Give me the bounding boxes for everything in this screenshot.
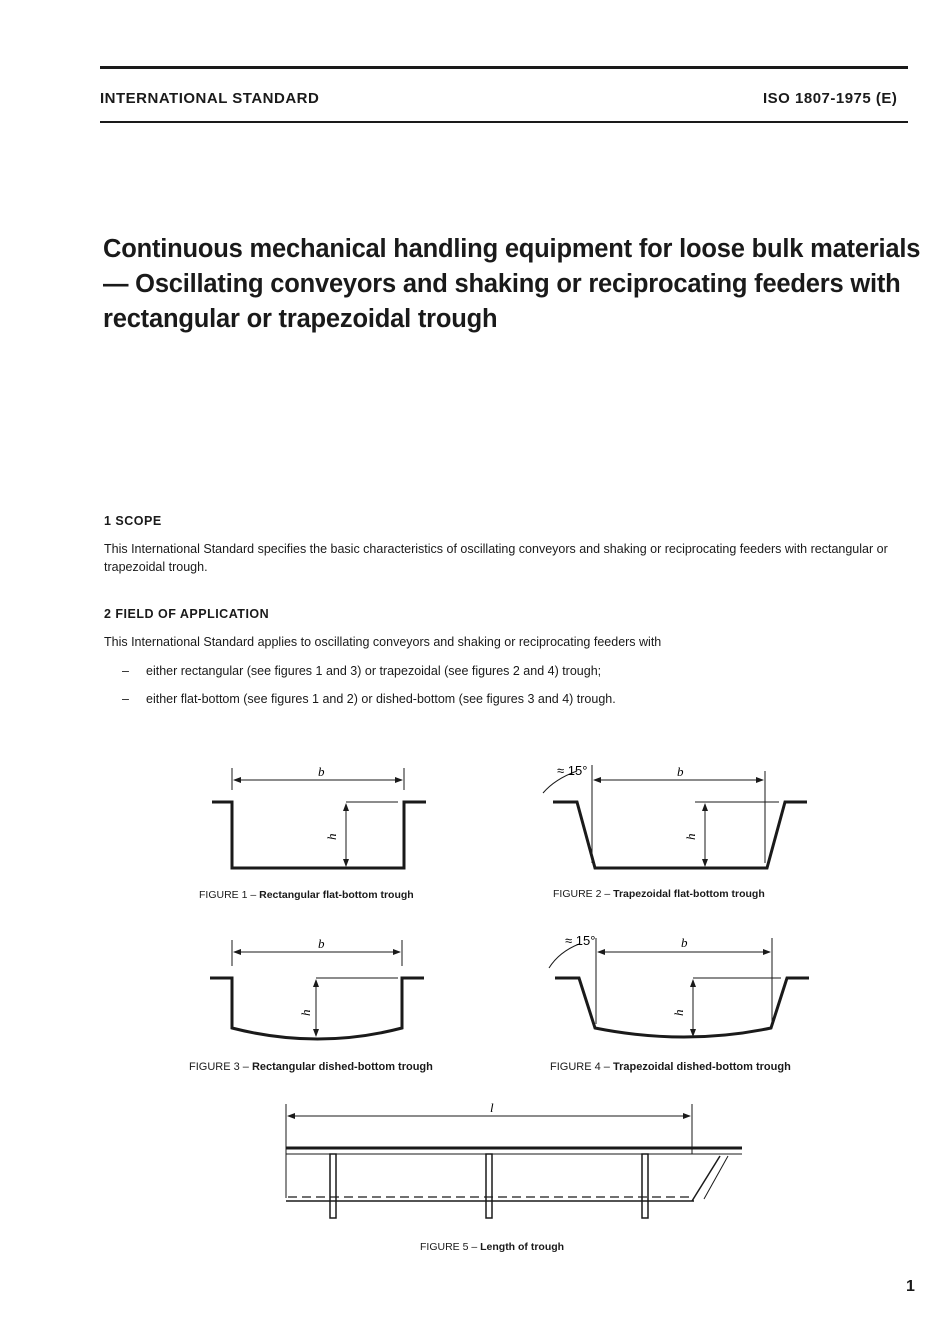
- dimension-label-h: h: [683, 833, 698, 840]
- dimension-label-b: b: [318, 936, 325, 951]
- dimension-label-h: h: [671, 1009, 686, 1016]
- figure-4-drawing: [535, 922, 815, 1047]
- caption-number: FIGURE 4 –: [550, 1061, 613, 1073]
- dimension-label-l: l: [490, 1100, 494, 1115]
- list-dash: –: [122, 692, 129, 706]
- caption-number: FIGURE 2 –: [553, 888, 614, 900]
- list-item-text: either rectangular (see figures 1 and 3) or trapezoidal (see figures 2 and 4) trough;: [146, 664, 602, 678]
- caption-title: Trapezoidal dished-bottom trough: [612, 1061, 791, 1073]
- document-type: INTERNATIONAL STANDARD: [100, 90, 320, 107]
- list-item-text: either flat-bottom (see figures 1 and 2) or dished-bottom (see figures 3 and 4) trough.: [146, 692, 616, 706]
- caption-title: Length of trough: [480, 1241, 565, 1253]
- header-bottom-rule: [100, 121, 908, 123]
- figure-1-drawing: [200, 760, 440, 880]
- caption-number: FIGURE 1 –: [199, 889, 260, 901]
- caption-number: FIGURE 3 –: [189, 1061, 252, 1073]
- list-item: [122, 664, 601, 678]
- figure-4-caption: [550, 1061, 791, 1073]
- figure-2-drawing: [535, 755, 815, 880]
- page-title: Continuous mechanical handling equipment for loose bulk materials — Oscillating conveyors and shaking or reciprocating feeders with rectangular or trapezoidal trough: [103, 235, 921, 333]
- dimension-label-b: b: [677, 764, 684, 779]
- dimension-label-b: b: [318, 764, 325, 779]
- figure-3-caption: [189, 1061, 433, 1073]
- document-number: ISO 1807-1975 (E): [763, 90, 898, 107]
- caption-title: Rectangular dished-bottom trough: [251, 1061, 433, 1073]
- figure-5-caption: [420, 1241, 564, 1253]
- figure-3-drawing: [200, 928, 440, 1048]
- page-number: 1: [906, 1278, 915, 1295]
- scope-heading: 1 SCOPE: [104, 514, 162, 528]
- dimension-label-h: h: [298, 1009, 313, 1016]
- caption-title: Trapezoidal flat-bottom trough: [613, 888, 765, 900]
- dimension-label-h: h: [324, 833, 339, 840]
- dimension-label-b: b: [681, 935, 688, 950]
- scope-text: This International Standard specifies the basic characteristics of oscillating conveyors and shaking or reciprocating feeders with rectangular or trapezoidal trough.: [104, 542, 888, 574]
- angle-label: ≈ 15°: [557, 763, 588, 778]
- header-top-rule: [100, 66, 908, 69]
- list-item: [122, 692, 616, 706]
- field-text: This International Standard applies to oscillating conveyors and shaking or reciprocating feeders with: [104, 635, 662, 649]
- caption-title: Rectangular flat-bottom trough: [259, 889, 414, 901]
- figure-2-caption: [553, 888, 765, 900]
- angle-label: ≈ 15°: [565, 933, 596, 948]
- list-dash: –: [122, 664, 129, 678]
- field-heading: 2 FIELD OF APPLICATION: [104, 607, 270, 621]
- figure-5-drawing: [280, 1100, 750, 1225]
- caption-number: FIGURE 5 –: [420, 1241, 481, 1253]
- figure-1-caption: [199, 889, 414, 901]
